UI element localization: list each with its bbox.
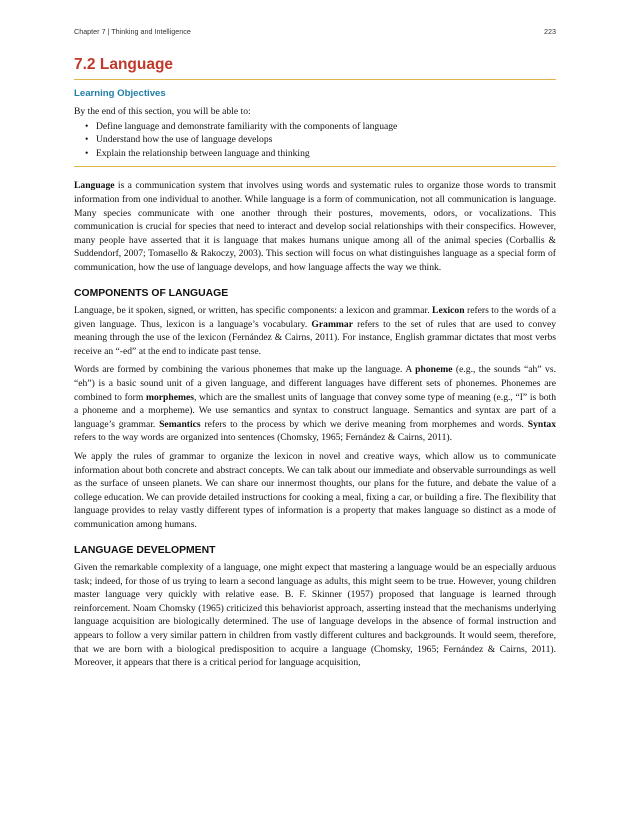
development-paragraph-1: Given the remarkable complexity of a language, one might expect that mastering a language would be an especially arduous task; indeed, for those of us trying to learn a second language as adults, this might seem to be true. However, young children master language very quickly with relative ease. B. F. Skinner (1957) proposed that language is learned through reinforcement. Noam Chomsky (1965) criticized this behaviorist approach, asserting instead that the mechanisms underlying language acquisition are biologically determined. The use of language develops in the absence of formal instruction and appears to follow a very similar pattern in children from vastly different cultures and backgrounds. It would seem, therefore, that we are born with a biological predisposition to acquire a language (Chomsky, 1965; Fernández & Cairns, 2011). Moreover, it appears that there is a critical period for language acquisition, [74,562,556,669]
development-heading: LANGUAGE DEVELOPMENT [74,544,216,556]
chapter-title: Chapter 7 | Thinking and Intelligence [74,27,191,36]
page-number: 223 [544,27,556,36]
term-morphemes: morphemes [145,391,194,403]
page-content [74,56,556,670]
components-paragraph-1 [74,304,556,358]
paragraph-text: refers to the way words are organized into sentences (Chomsky, 1965; Fernández & Cairns, 2011). [74,432,452,444]
list-item [85,147,556,161]
paragraph-text: refers to the process by which we derive meaning from morphemes and words. [200,418,528,430]
components-paragraph-2 [74,363,556,445]
paragraph-text: is a communication system that involves using words and systematic rules to organize those words to transmit information from one individual to another. While language is a form of communication, not all communication is language. Many species communicate with one another through their postures, movements, odors, or vocalizations. This communication is crucial for species that need to interact and develop social relationships with their conspecifics. However, many people have asserted that it is language that makes humans unique among all of the animal species (Corballis & Suddendorf, 2007; Tomasello & Rakoczy, 2003). This section will focus on what distinguishes language as a special form of communication, how the use of language develops, and how language affects the way we think. [74,180,556,274]
learning-objectives-heading: Learning Objectives [74,87,166,99]
paragraph-text: Language, be it spoken, signed, or written, has specific components: a lexicon and grammar. [74,305,433,317]
components-paragraph-3: We apply the rules of grammar to organize the lexicon in novel and creative ways, which allow us to communicate information about both concrete and abstract concepts. We can talk about our immediate and observable surroundings as well as the surface of unseen planets. We can share our innermost thoughts, our plans for the future, and debate the value of a college education. We can provide detailed instructions for cooking a meal, fixing a car, or building a fire. The flexibility that language provides to relay vastly different types of information is a property that makes language so distinct as a mode of communication among humans. [74,451,556,531]
term-lexicon: Lexicon [432,305,465,317]
bullet-icon: • [85,120,89,132]
term-syntax: Syntax [527,418,556,430]
objective-text: Understand how the use of language develops [96,134,273,146]
paragraph-text: , which are the smallest units of language that convey some type of meaning (e.g., “I” is both a phoneme and a morpheme). We use semantics and syntax to construct language. Semantics and syntax are part of a language’s grammar. [74,391,556,430]
paragraph-text: refers to the words of a given language. Thus, lexicon is a language’s vocabulary. [74,305,557,330]
learning-objectives-list [74,120,556,161]
paragraph-text: refers to the set of rules that are used to convey meaning through the use of the lexicon (Fernández & Cairns, 2011). For instance, English grammar dictates that most verbs receive an “-ed” at the end to indicate past tense. [74,318,556,357]
list-item [85,120,556,134]
title-divider [74,79,556,80]
paragraph-text: (e.g., the sounds “ah” vs. “eh”) is a basic sound unit of a given language, and different languages have different sets of phonemes. Phonemes are combined to form [74,364,556,403]
objectives-divider [74,166,556,167]
paragraph-text: Words are formed by combining the various phonemes that make up the language. A [74,364,416,376]
bullet-icon: • [85,147,89,159]
bullet-icon: • [85,134,89,146]
list-item [85,133,556,147]
learning-objectives-intro: By the end of this section, you will be able to: [74,106,251,118]
objective-text: Define language and demonstrate familiarity with the components of language [96,120,398,132]
term-semantics: Semantics [159,418,201,430]
components-heading: COMPONENTS OF LANGUAGE [74,287,229,299]
term-grammar: Grammar [311,318,353,330]
section-title: 7.2 Language [74,56,174,73]
term-language: Language [74,180,115,192]
intro-paragraph [74,179,556,274]
term-phoneme: phoneme [415,364,453,376]
objective-text: Explain the relationship between language and thinking [96,147,310,159]
running-header [74,27,556,39]
